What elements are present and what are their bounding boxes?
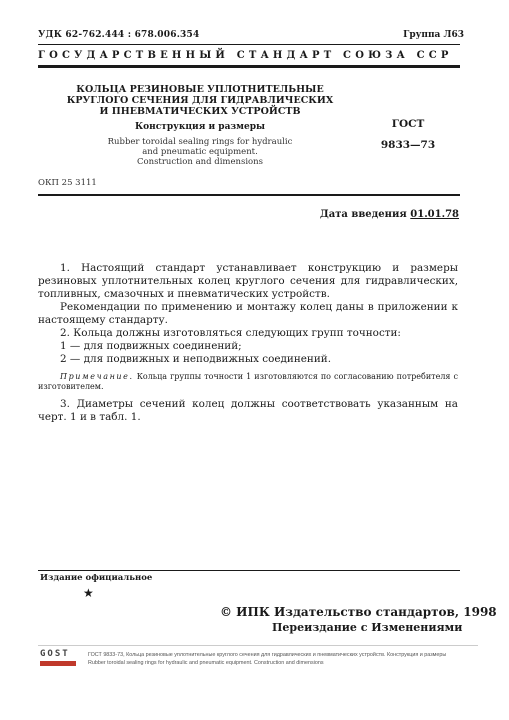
note — [38, 372, 458, 392]
reprint-note: Переиздание с Изменениями — [272, 621, 463, 634]
logo-bar — [40, 661, 76, 666]
paragraph-1: 1. Настоящий стандарт устанавливает конструкцию и размеры резиновых уплотнительных колец круглого сечения для гидравлических, топливных, смазочных и пневматических устройств. — [38, 262, 458, 300]
document-footer-info — [88, 651, 483, 667]
standard-subtitle: Конструкция и размеры — [134, 122, 266, 132]
state-standard-banner: ГОСУДАРСТВЕННЫЙ СТАНДАРТ СОЮЗА ССР — [38, 50, 453, 61]
header-bottom-rule — [38, 194, 460, 196]
title-line-2: КРУГЛОГО СЕЧЕНИЯ ДЛЯ ГИДРАВЛИЧЕСКИХ — [66, 95, 334, 106]
edition-label: Издание официальное — [40, 573, 153, 583]
note-text: Кольца группы точности 1 изготовляются по согласованию потребителя с изготовителем. — [38, 372, 458, 391]
paragraph-3: 2. Кольца должны изготовляться следующих групп точности: — [60, 327, 401, 339]
edition-rule — [38, 570, 460, 571]
standard-title — [55, 84, 345, 117]
list-item-group-1: 1 — для подвижных соединений; — [60, 340, 242, 352]
paragraph-2: Рекомендации по применению и монтажу колец даны в приложении к настоящему стандарту. — [38, 301, 458, 326]
footer-doc-line-1: ГОСТ 9833-73, Кольца резиновые уплотнительные круглого сечения для гидравлических и пневматических устройств. Конструкция и размеры — [88, 652, 447, 658]
gost-number: 9833—73 — [380, 139, 436, 151]
english-title-line-2: and pneumatic equipment. — [142, 147, 258, 157]
footer-divider — [38, 645, 478, 646]
paragraph-3-diameters: 3. Диаметры сечений колец должны соответствовать указанным на черт. 1 и в табл. 1. — [38, 398, 458, 423]
intro-date-value: 01.01.78 — [410, 209, 459, 220]
title-line-1: КОЛЬЦА РЕЗИНОВЫЕ УПЛОТНИТЕЛЬНЫЕ — [76, 84, 324, 95]
star-icon: ★ — [83, 586, 94, 600]
intro-date — [320, 209, 459, 220]
english-title-line-3: Construction and dimensions — [136, 157, 264, 167]
standard-body — [38, 262, 458, 424]
top-rule — [38, 44, 460, 45]
okp-code: ОКП 25 3111 — [38, 178, 97, 188]
english-title-line-1: Rubber toroidal sealing rings for hydraulic — [107, 137, 293, 147]
list-item-group-2: 2 — для подвижных и неподвижных соединений. — [60, 353, 332, 365]
udk-code: УДК 62-762.444 : 678.006.354 — [38, 30, 200, 40]
gost-label: ГОСТ — [391, 118, 425, 130]
logo-text: GOST — [40, 649, 70, 659]
english-title — [55, 137, 345, 167]
title-line-3: И ПНЕВМАТИЧЕСКИХ УСТРОЙСТВ — [99, 106, 301, 117]
copyright: © ИПК Издательство стандартов, 1998 — [220, 605, 497, 619]
group-code: Группа Л63 — [403, 30, 464, 40]
banner-rule — [38, 65, 460, 68]
footer-doc-line-2: Rubber toroidal sealing rings for hydraulic and pneumatic equipment. Construction and dimensions — [88, 660, 324, 666]
intro-date-label: Дата введения — [319, 209, 407, 220]
gost-logo-icon — [40, 650, 76, 666]
note-label: Примечание. — [60, 372, 134, 381]
